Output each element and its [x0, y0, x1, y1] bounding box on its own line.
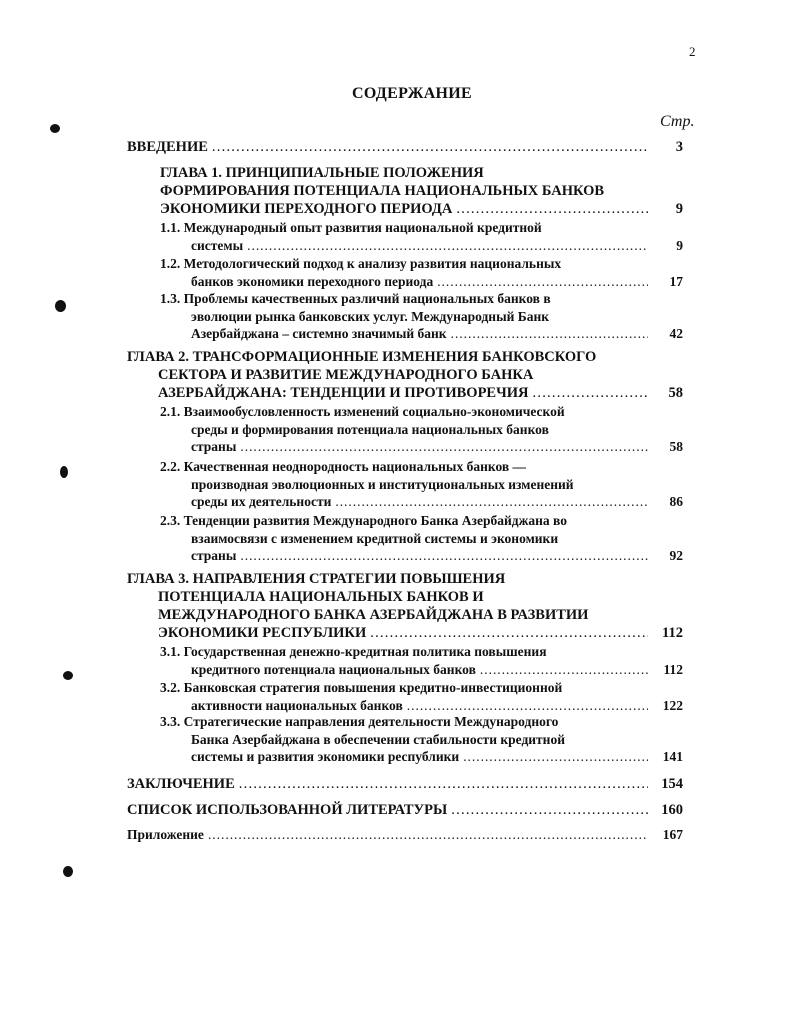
page-number: 2: [689, 44, 696, 59]
toc-entry-section-2-3[interactable]: 2.3. Тенденции развития Международного Банка Азербайджана во взаимосвязи с изменением кредитной системы и экономики страны . . . 92: [160, 512, 683, 565]
toc-page-number: 17: [669, 273, 683, 289]
toc-page-number: 58: [668, 385, 683, 401]
toc-entry-appendix[interactable]: Приложение . . . 167: [127, 826, 683, 844]
scan-mark: [60, 466, 68, 478]
toc-page-number: 3: [675, 139, 683, 155]
scan-mark: [55, 300, 66, 312]
toc-page-number: 86: [669, 494, 683, 509]
toc-page-number: 141: [662, 749, 683, 764]
scan-mark: [63, 866, 73, 877]
toc-entry-section-2-1[interactable]: 2.1. Взаимообусловленность изменений социально-экономической среды и формирования потенциала национальных банков страны . . . 58: [160, 403, 683, 456]
toc-entry-section-2-2[interactable]: 2.2. Качественная неоднородность национальных банков — производная эволюционных и институциональных изменений среды их деятельности . . . 86: [160, 458, 683, 511]
toc-page-number: 122: [662, 697, 683, 713]
toc-page-number: 9: [675, 201, 683, 217]
toc-page-number: 58: [669, 439, 683, 454]
toc-entry-chapter-2[interactable]: ГЛАВА 2. ТРАНСФОРМАЦИОННЫЕ ИЗМЕНЕНИЯ БАНКОВСКОГО СЕКТОРА И РАЗВИТИЕ МЕЖДУНАРОДНОГО БАНКА АЗЕРБАЙДЖАНА: ТЕНДЕНЦИИ И ПРОТИВОРЕЧИЯ . . . 58: [127, 348, 683, 402]
scan-mark: [63, 671, 73, 680]
toc-entry-introduction[interactable]: ВВЕДЕНИЕ . . . 3: [127, 138, 683, 156]
toc-entry-chapter-1[interactable]: ГЛАВА 1. ПРИНЦИПИАЛЬНЫЕ ПОЛОЖЕНИЯ ФОРМИРОВАНИЯ ПОТЕНЦИАЛА НАЦИОНАЛЬНЫХ БАНКОВ ЭКОНОМИКИ ПЕРЕХОДНОГО ПЕРИОДА . . . 9: [160, 164, 683, 218]
toc-entry-section-1-2[interactable]: 1.2. Методологический подход к анализу развития национальных банков экономики переходного периода . . . 17: [160, 255, 683, 290]
scan-mark: [50, 124, 60, 133]
toc-entry-section-1-1[interactable]: 1.1. Международный опыт развития национальной кредитной системы . . . 9: [160, 219, 683, 254]
toc-page-number: 92: [669, 548, 683, 563]
toc-entry-section-3-1[interactable]: 3.1. Государственная денежно-кредитная политика повышения кредитного потенциала национальных банков . . . 112: [160, 643, 683, 678]
toc-page-number: 9: [676, 237, 683, 253]
toc-page-number: 154: [661, 776, 683, 792]
toc-entry-section-3-3[interactable]: 3.3. Стратегические направления деятельности Международного Банка Азербайджана в обеспечении стабильности кредитной системы и развития экономики республики . . . 141: [160, 713, 683, 766]
toc-page-number: 160: [661, 802, 683, 818]
toc-entry-references[interactable]: СПИСОК ИСПОЛЬЗОВАННОЙ ЛИТЕРАТУРЫ . . . 160: [127, 801, 683, 819]
toc-page-number: 42: [669, 326, 683, 341]
toc-entry-chapter-3[interactable]: ГЛАВА 3. НАПРАВЛЕНИЯ СТРАТЕГИИ ПОВЫШЕНИЯ ПОТЕНЦИАЛА НАЦИОНАЛЬНЫХ БАНКОВ И МЕЖДУНАРОДНОГО БАНКА АЗЕРБАЙДЖАНА В РАЗВИТИИ ЭКОНОМИКИ РЕСПУБЛИКИ . . . 112: [127, 570, 683, 642]
page-title: СОДЕРЖАНИЕ: [351, 85, 473, 102]
pages-column-label: Стр.: [660, 113, 695, 130]
toc-entry-conclusion[interactable]: ЗАКЛЮЧЕНИЕ . . . 154: [127, 775, 683, 793]
toc-page-number: 167: [662, 827, 683, 842]
toc-entry-section-3-2[interactable]: 3.2. Банковская стратегия повышения кредитно-инвестиционной активности национальных банков . . . 122: [160, 679, 683, 714]
toc-entry-section-1-3[interactable]: 1.3. Проблемы качественных различий национальных банков в эволюции рынка банковских услуг. Международный Банк Азербайджана – системно значимый банк . . . 42: [160, 290, 683, 343]
toc-page-number: 112: [662, 625, 683, 641]
toc-page-number: 112: [663, 661, 683, 677]
